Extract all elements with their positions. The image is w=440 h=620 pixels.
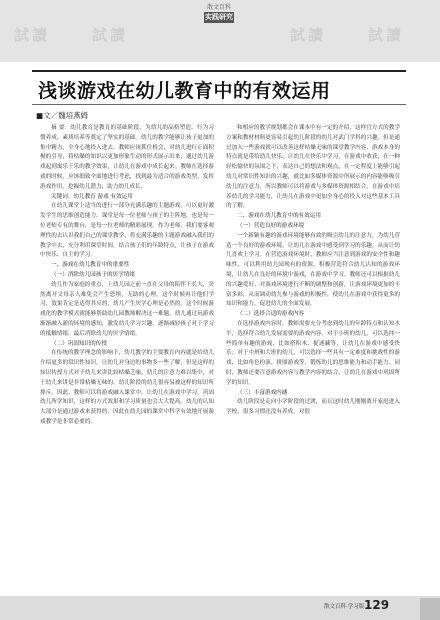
header-band xyxy=(0,0,440,62)
abstract-paragraph: 摘 要：幼儿教育是教育的基础阶段，为幼儿的品格塑造、行为习惯养成、素质培养等奠定了坚实的基础。幼儿的教学能够让孩子更加的集中精力，全身心地投入进去。教师应该抓住机会，对幼儿进行正面积极的引导，将枯燥的知识以更加形象生动的形式展示出来，通过幼儿游戏起到寓乐于乐的教学效果，让幼儿在游戏中成长起来。教师在选择游戏的时候，应该细致全面地进行考虑，找到最为适合的游戏类型，发挥游戏作用，挖掘幼儿潜力，助力幼儿成长。 xyxy=(40,125,214,190)
body-paragraph: 在幼儿课堂上适当的进行一部分充满乐趣的主题游戏，可以更好激发学生的思维创造能力。课堂是每一位老师与孩子的主阵地，也是每一位老师专有的舞台，是每一位老师的精彩展现。作为老师，我们要客观理性的去认识我们自己的课堂教学，将充满乐趣的主题游戏融入我们的教学中去，充分利用课堂时间，结合孩子们的年龄特点，让孩子在游戏中快乐、自主的学习。 xyxy=(40,203,214,259)
watermark: 試讀 xyxy=(368,26,405,44)
journal-name: 散文百科·学习版 xyxy=(324,604,365,610)
subsection-heading: （三）丰富游戏内涵 xyxy=(237,389,288,396)
body-paragraph: 在选择游戏内容时，教师需要充分考虑到幼儿的年龄特点和认知水平，选择符合幼儿发展需要的游戏内容。对于小班的幼儿，可以选择一些简单有趣的游戏，比如搭积木、捉迷藏等，让幼儿在游戏中感受快乐；对于中班和大班的幼儿，可以选择一些具有一定难度和挑战性的游戏，比如角色扮演、拼图游戏等，锻炼幼儿的思维能力和动手能力。同时，教师还要注意游戏内容与教学内容的结合，让幼儿在游戏中巩固所学的知识。 xyxy=(226,320,400,386)
title-block xyxy=(32,70,406,110)
section-heading: 二、游戏在幼儿教育中的有效运用 xyxy=(237,213,321,220)
page-number: 129 xyxy=(364,598,390,612)
article-author: ■文／魏培燕姆 xyxy=(36,111,89,120)
body-paragraph: 和相应的教学规划都会在课本中有一定的介绍，这样官方式的教学方案和教材材料更容易引起幼儿阶段的幼儿对武门学科的兴趣。但是通过加入一些游戏就可以改善这样枯燥无味的课堂教学内容，游戏本身的特点就是带给幼儿快乐，让幼儿在快乐中学习，在游戏中收获，在一种轻松愉快的氛围之下，表达自己的想法和观点，在一定程度上能够引起幼儿对常识性知识的兴趣，就比如多媒体资源中所展示的内容能够吸引幼儿的注意力，所以教师可以将游戏与多媒体资源相结合，在游戏中培养幼儿的学习能力，让幼儿在游戏中更加全身心的投入对这些基本工具的了解。 xyxy=(226,125,400,210)
body-paragraph: 一个新颖有趣的游戏环境能够有效的吸引幼儿的注意力，为幼儿营造一个良好的游戏环境，让幼儿在游戏中感受到学习的乐趣，从而让幼儿喜欢上学习。在营造游戏环境时，教师应当注意到游戏的安全性和趣味性，可以利用幼儿园现有的资源，积极营造符合幼儿认知的游戏环境，让幼儿在良好的环境中游戏，在游戏中学习。教师还可以根据幼儿的兴趣爱好，对游戏环境进行不断的调整和创新，让游戏环境更加的丰富多彩，从而调动幼儿参与游戏的积极性，使幼儿在游戏中获得更多的知识和能力，促进幼儿的全面发展。 xyxy=(226,232,400,308)
body-paragraph: 幼儿阶段是走向小学阶段的过渡，而且这时幼儿刚刚离开家庭进入学校，很多习惯还没有养成，对很 xyxy=(226,399,400,416)
watermark: 試讀 xyxy=(14,26,51,44)
subsection-heading: （一）营造良好的游戏环境 xyxy=(237,222,305,229)
journal-logo xyxy=(204,4,234,23)
right-column xyxy=(226,124,400,590)
left-column xyxy=(40,124,214,590)
title-divider xyxy=(32,104,406,105)
article-title: 浅谈游戏在幼儿教育中的有效运用 xyxy=(38,80,331,102)
watermark: 試讀 xyxy=(92,26,129,44)
keywords: 关键词：幼儿教育 游戏 有效运用 xyxy=(51,193,133,200)
corner-tab xyxy=(420,598,440,620)
subsection-heading: （二）选择合适的游戏内容 xyxy=(237,311,305,318)
logo-top-text: 散文百科 xyxy=(206,4,231,11)
section-heading: 一、游戏在幼儿教育中的重要性 xyxy=(51,262,130,269)
logo-bottom-text: 实践研究 xyxy=(205,13,233,21)
subsection-heading: （二）巩固知识的传授 xyxy=(51,340,107,347)
subsection-heading: （一）消除幼儿园孩子的厌学情绪 xyxy=(51,271,135,278)
body-paragraph: 在传统的教学理念的影响下，幼儿教学的主要教育内容就是给幼儿介绍更多的常识性知识，让幼儿对身边的事物多一些了解，但是这样的知识传授方式对于幼儿来讲比较枯燥乏味，幼儿的注意力难以集中，对于幼儿来讲是非常枯燥无味的，幼儿阶段的幼儿很容易被这样的知识所排斥。因此，教师可以将游戏融入课堂中，让幼儿在游戏中学习，巩固幼儿所学知识，这样的方式效果和学习质量也会大大提高。幼儿的认知大部分是通过游戏来获得的，因此在幼儿园的课堂中科学有效地开展游戏教学是非常必要的。 xyxy=(40,350,214,425)
body-paragraph: 幼儿作为家庭的重点，上幼儿园之前一直在父母的陪伴下长大，突然离开父母亲人难免会产生恐惧，无助的心理，这个时候再让他们学习，效果肯定是适得其反的，幼儿产生厌学心理是必然的。这个时候游戏化的教学模式就能够帮助幼儿园教师解决这一难题。幼儿通过玩游戏渐渐融入新的环境的感知，激发幼儿学习兴趣，逐渐减轻孩子对于学习的抵触情绪，最后消除幼儿的厌学情绪。 xyxy=(40,281,214,337)
watermark: 試讀 xyxy=(290,26,327,44)
